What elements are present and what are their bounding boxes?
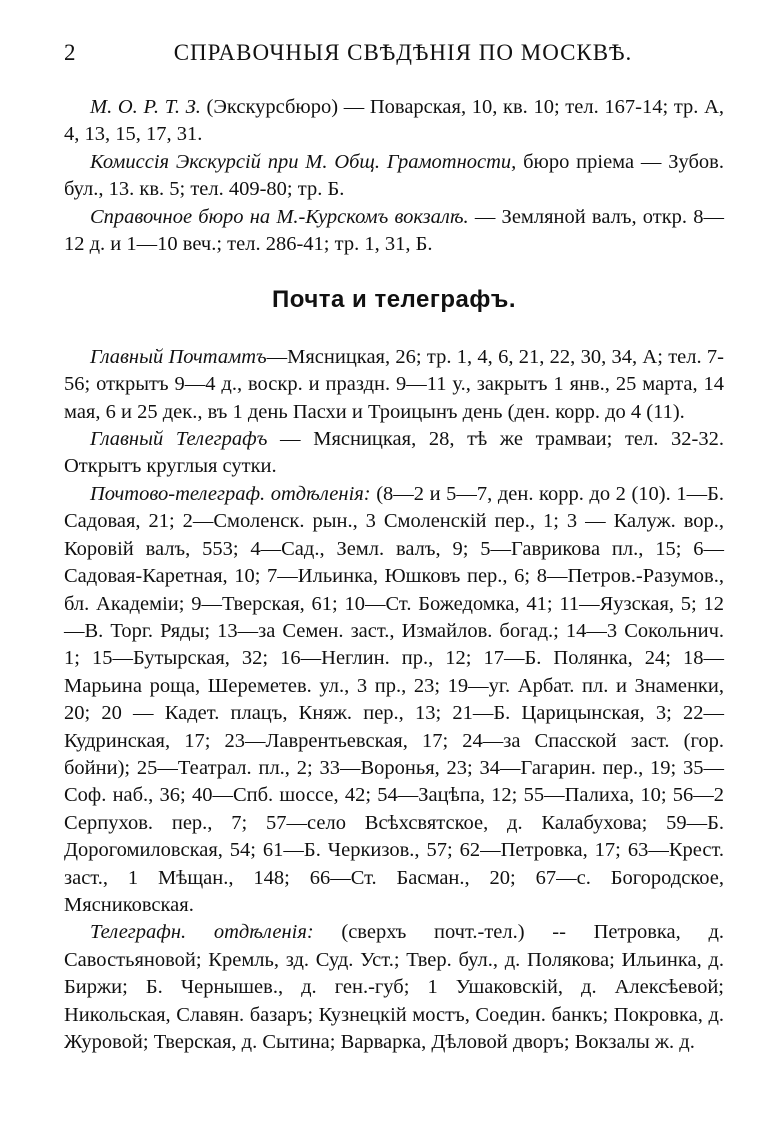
entry-label: Главный Почтамтъ	[90, 345, 267, 368]
entry-main-telegraph	[64, 426, 724, 481]
running-title: СПРАВОЧНЫЯ СВѢДѢНІЯ ПО МОСКВѢ.	[173, 40, 633, 65]
entry-label: Телеграфн. отдѣленія:	[90, 921, 314, 944]
entry-text: — Мясницкая, 28, тѣ же трамваи; тел. 32-32. Открытъ круглыя сутки.	[64, 428, 724, 478]
entry-label: Главный Телеграфъ	[90, 428, 268, 451]
entry-label: Справочное бюро на М.-Курскомъ вокзалѣ.	[90, 205, 469, 228]
entry-info-bureau-kursk	[64, 204, 724, 259]
page-body	[64, 94, 724, 1056]
entry-text: — Земляной валъ, откр. 8—12 д. и 1—10 веч.; тел. 286-41; тр. 1, 31, Б.	[64, 205, 724, 256]
entry-text: —Мясницкая, 26; тр. 1, 4, 6, 21, 22, 30, 34, А; тел. 7-56; открытъ 9—4 д., воскр. и праздн. 9—11 у., закрытъ 1 янв., 25 марта, 14 мая, 6 и 25 дек., въ 1 день Пасхи и Троицынъ день (ден. корр. до 4 (11).	[64, 345, 724, 423]
entry-excursion-bureau	[64, 94, 724, 149]
entry-telegraph-branches	[64, 919, 724, 1056]
entry-label: М. О. Р. Т. З.	[90, 96, 201, 118]
section-heading: Почта и телеграфъ.	[272, 286, 516, 314]
entry-text: (сверхъ почт.-тел.) -- Петровка, д. Савостьяновой; Кремль, зд. Суд. Уст.; Твер. бул., д. Полякова; Ильинка, д. Биржи; Б. Чернышев., д. ген.-губ; 1 Ушаковскій, д. Алексѣевой; Никольская, Славян. базаръ; Кузнецкій мостъ, Соедин. банкъ; Покровка, д. Журовой; Тверская, д. Сытина; Варварка, Дѣловой дворъ; Вокзалы ж. д.	[64, 921, 724, 1053]
entry-label: Комиссія Экскурсій при М. Общ. Грамотности,	[90, 150, 517, 173]
entry-text: бюро пріема — Зубов. бул., 13. кв. 5; тел. 409-80; тр. Б.	[64, 150, 724, 201]
entry-text: (Экскурсбюро) — Поварская, 10, кв. 10; тел. 167-14; тр. А, 4, 13, 15, 17, 31.	[64, 96, 724, 146]
entry-label: Почтово-телеграф. отдѣленія:	[90, 482, 371, 505]
running-header	[64, 40, 724, 76]
entry-text: (8—2 и 5—7, ден. корр. до 2 (10). 1—Б. Садовая, 21; 2—Смоленск. рын., 3 Смоленскій пер., 1; 3 — Калуж. вор., Коровій валъ, 553; 4—Сад., Земл. валъ, 9; 5—Гаврикова пл., 15; 6—Садовая-Каретная, 10; 7—Ильинка, Юшковъ пер., 6; 8—Петров.-Разумов., бл. Академіи; 9—Тверская, 61; 10—Ст. Божедомка, 41; 11—Яузская, 5; 12—В. Торг. Ряды; 13—за Семен. заст., Измайлов. богад.; 14—3 Сокольнич. 1; 15—Бутырская, 32; 16—Неглин. пр., 12; 17—Б. Полянка, 24; 18—Марьина роща, Шереметев. ул., 3 пр., 23; 19—уг. Арбат. пл. и Знаменки, 20; 20 — Кадет. плацъ, Княж. пер., 13; 21—Б. Царицынская, 3; 22—Кудринская, 17; 23—Лаврентьевская, 17; 24—за Спасской заст. (гор. бойни); 25—Театрал. пл., 2; 33—Воронья, 23; 34—Гагарин. пер., 19; 35—Соф. наб., 36; 40—Спб. шоссе, 42; 54—Зацѣпа, 12; 55—Палиха, 10; 56—2 Серпухов. пер., 7; 57—село Всѣхсвятское, д. Калабухова; 59—Б. Дорогомиловская, 54; 61—Б. Черкизов., 57; 62—Петровка, 17; 63—Крест. заст., 1 Мѣщан., 148; 66—Ст. Басман., 20; 67—с. Богородское, Мясниковская.	[64, 482, 724, 916]
entry-excursion-commission	[64, 149, 724, 204]
entry-post-telegraph-branches	[64, 481, 724, 920]
page-number: 2	[64, 40, 77, 65]
entry-main-post-office	[64, 344, 724, 426]
